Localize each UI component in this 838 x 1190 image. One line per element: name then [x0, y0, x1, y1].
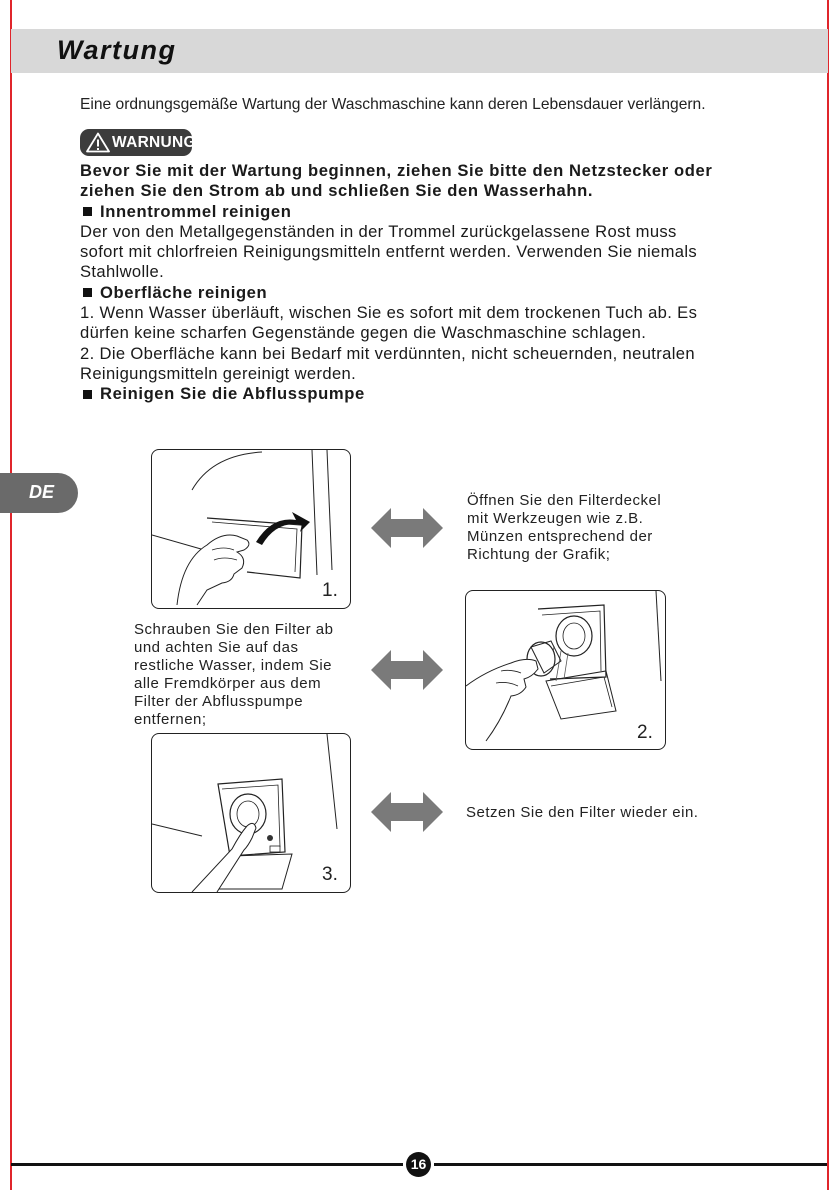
surface-cleaning-text-2: 2. Die Oberfläche kann bei Bedarf mit verdünnten, nicht scheuernden, neutralen Reinigungsmitteln gereinigt werden. — [80, 343, 695, 383]
right-border-line — [827, 0, 829, 1190]
footer-line-right — [434, 1163, 827, 1166]
step-2-illustration — [465, 590, 666, 750]
heading-drum: Innentrommel reinigen — [100, 201, 292, 221]
left-border-line — [10, 0, 12, 1190]
language-tab-label: DE — [29, 482, 55, 502]
step-2-text: Schrauben Sie den Filter ab und achten Sie auf das restliche Wasser, indem Sie alle Fremdkörper aus dem Filter der Abflusspumpe entfernen; — [134, 621, 334, 728]
step-2-number: 2. — [637, 722, 653, 743]
filter-unscrewing-drawing — [466, 591, 665, 749]
step-3-number: 3. — [322, 864, 338, 885]
section-heading — [80, 384, 720, 404]
step-1-text: Öffnen Sie den Filterdeckel mit Werkzeugen wie z.B. Münzen entsprechend der Richtung der Grafik; — [467, 492, 662, 563]
footer-line-left — [11, 1163, 403, 1166]
bullet-square-icon — [83, 288, 92, 297]
double-arrow-icon — [371, 790, 443, 834]
drum-cleaning-text: Der von den Metallgegenständen in der Trommel zurückgelassene Rost muss sofort mit chlorfreien Reinigungsmitteln entfernt werden. Verwenden Sie niemals Stahlwolle. — [80, 221, 698, 282]
filter-cover-opening-drawing — [152, 450, 350, 608]
step-1-illustration — [151, 449, 351, 609]
section-heading — [80, 283, 720, 303]
step-1-number: 1. — [322, 580, 338, 601]
warning-text: Bevor Sie mit der Wartung beginnen, ziehen Sie bitte den Netzstecker oder ziehen Sie den Strom ab und schließen Sie den Wasserhahn. — [80, 161, 713, 201]
double-arrow-icon — [371, 648, 443, 692]
warning-triangle-icon — [86, 132, 110, 153]
language-tab — [0, 473, 78, 513]
bullet-square-icon — [83, 207, 92, 216]
double-arrow-icon — [371, 506, 443, 550]
maintenance-text — [80, 161, 720, 405]
step-3-text: Setzen Sie den Filter wieder ein. — [466, 804, 699, 821]
section-heading — [80, 202, 720, 222]
page-number: 16 — [406, 1152, 431, 1177]
filter-reinserting-drawing — [152, 734, 350, 892]
heading-pump: Reinigen Sie die Abflusspumpe — [100, 384, 365, 404]
warning-badge — [80, 129, 196, 156]
page-header — [11, 29, 828, 73]
surface-cleaning-text-1: 1. Wenn Wasser überläuft, wischen Sie es sofort mit dem trockenen Tuch ab. Es dürfen keine scharfen Gegenstände gegen die Waschmaschine schlagen. — [80, 303, 698, 343]
heading-surface: Oberfläche reinigen — [100, 282, 268, 302]
step-3-illustration — [151, 733, 351, 893]
bullet-square-icon — [83, 390, 92, 399]
warning-label: WARNUNG — [112, 134, 196, 151]
intro-text: Eine ordnungsgemäße Wartung der Waschmaschine kann deren Lebensdauer verlängern. — [80, 96, 706, 113]
page-title: Wartung — [57, 35, 177, 65]
